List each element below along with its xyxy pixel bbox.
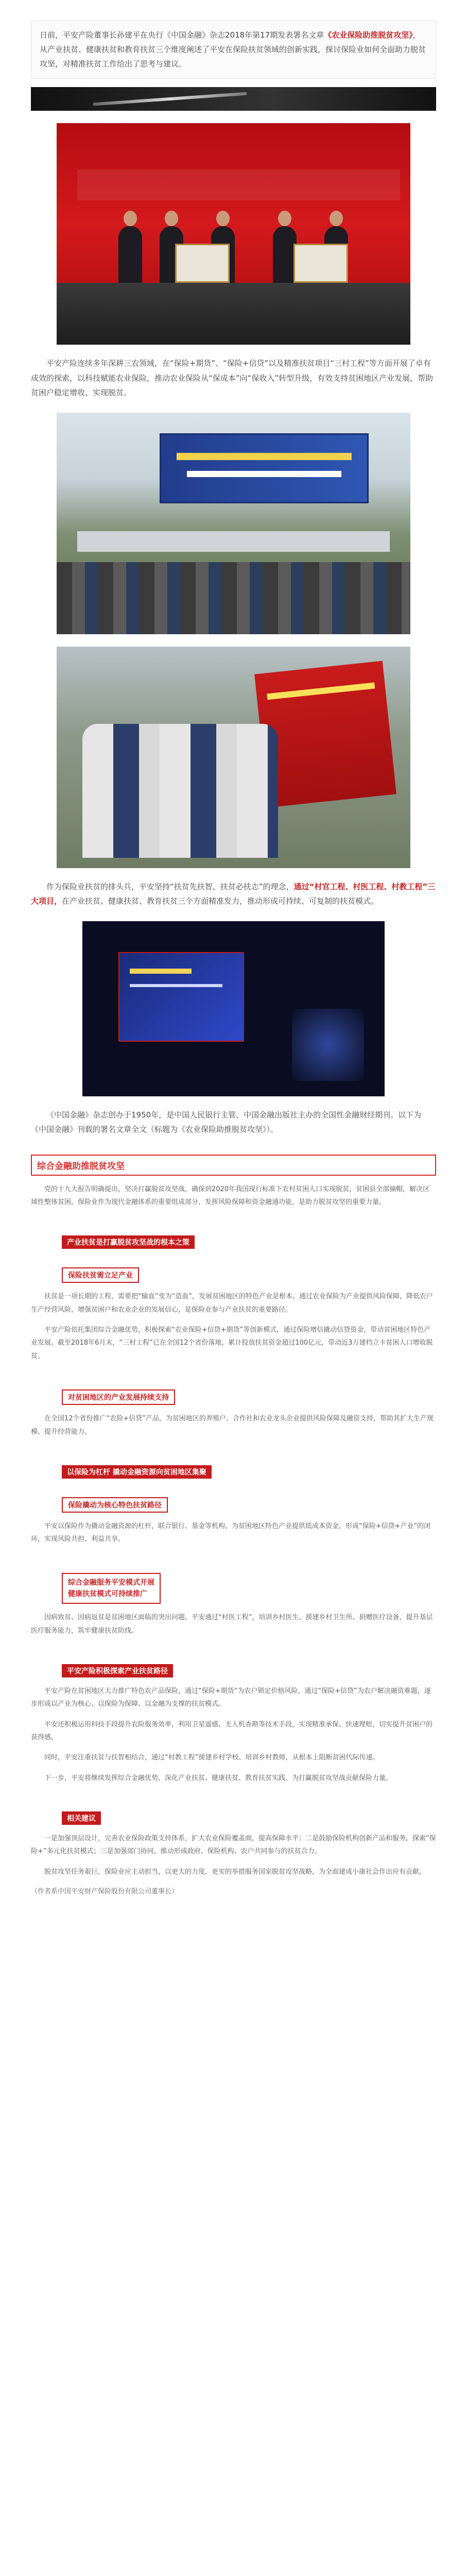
author-note: （作者系中国平安财产保险股份有限公司董事长） xyxy=(31,1888,179,1896)
paragraph: 扶贫是一项长期的工程，需要把“输血”变为“造血”，发展贫困地区的特色产业是根本。通过农业保险为产业提供风险保障，降低农户生产经营风险，增强贫困户和农业企业的发展信心，是保险业参与产业扶贫的重要路径。 xyxy=(31,1293,433,1314)
paragraph: 党的十九大报告明确提出，坚决打赢脱贫攻坚战，确保到2020年我国现行标准下农村贫困人口实现脱贫，贫困县全部摘帽，解决区域性整体贫困。保险业作为现代金融体系的重要组成部分，发挥风险保障和资金融通功能，是助力脱贫攻坚的重要力量。 xyxy=(31,1185,430,1207)
paragraph: 平安产险连续多年深耕三农领域，在“保险+期货”、“保险+信贷”以及精准扶贫项目“三村工程”等方面开展了卓有成效的探索，以科技赋能农业保险，推动农业保险从“保成本”向“保收入”转型升级，有效支持贫困地区产业发展，帮助贫困户稳定增收、实现脱贫。 xyxy=(31,359,434,398)
subheading-chip: 保险扶贫需立足产业 xyxy=(62,1267,139,1283)
screen-photo xyxy=(82,921,385,1096)
plaque xyxy=(293,244,348,283)
plaque xyxy=(175,244,230,283)
section-title: 综合金融助推脱贫攻坚 xyxy=(31,1155,436,1176)
pen-divider-image xyxy=(31,87,436,111)
subheading-chip: 保险撬动为核心特色扶贫路径 xyxy=(62,1497,168,1513)
paragraph: 脱贫攻坚任务艰巨，保险业应主动担当，以更大的力度、更实的举措服务国家脱贫攻坚战略，为全面建成小康社会作出应有贡献。 xyxy=(44,1868,426,1876)
subheading-chip: 产业扶贫是打赢脱贫攻坚战的根本之策 xyxy=(62,1235,195,1249)
paragraph: 一是加强顶层设计，完善农业保险政策支持体系，扩大农业保险覆盖面，提高保障水平；二是鼓励保险机构创新产品和服务，探索“保险+”多元化扶贫模式；三是加强部门协同，推动形成政府、保险机构、农户共同参与的扶贫合力。 xyxy=(31,1835,436,1856)
pen-icon xyxy=(93,92,247,106)
paragraph: 《中国金融》杂志创办于1950年，是中国人民银行主管、中国金融出版社主办的全国性金融财经期刊。以下为《中国金融》刊载的署名文章全文（标题为《农业保险助推脱贫攻坚》）。 xyxy=(31,1110,422,1134)
paragraph: 同时，平安注重扶贫与扶智相结合，通过“村教工程”援建乡村学校、培训乡村教师，从根本上阻断贫困代际传递。 xyxy=(44,1754,379,1762)
billboard xyxy=(160,433,369,503)
intro-lead: 日前，平安产险董事长孙建平在央行《中国金融》杂志2018年第17期发表署名文章 xyxy=(40,30,324,40)
paragraph: 下一步，平安将继续发挥综合金融优势，深化产业扶贫、健康扶贫、教育扶贫实践，为打赢脱贫攻坚战贡献保险力量。 xyxy=(44,1774,393,1782)
stage-banner xyxy=(77,170,400,200)
table xyxy=(77,531,390,552)
presentation-screen xyxy=(118,952,244,1042)
signboard-photo xyxy=(57,647,410,868)
intro-tail: ，从产业扶贫、健康扶贫和教育扶贫三个维度阐述了平安在保险扶贫领域的创新实践，探讨保险业如何全面助力脱贫攻坚，对精准扶贫工作给出了思考与建议。 xyxy=(40,30,426,69)
subheading-chip: 对贫困地区的产业发展持续支持 xyxy=(62,1389,175,1405)
paragraph: 作为保险业扶贫的排头兵，平安坚持“扶贫先扶智、扶贫必扶志”的理念，通过“村官工程、村医工程、村教工程”三大项目，在产业扶贫、健康扶贫、教育扶贫三个方面精准发力，推动形成可持续、可复制的扶贫模式。 xyxy=(31,882,436,906)
intro-box xyxy=(31,21,436,79)
intro-highlight: 《农业保险助推脱贫攻坚》 xyxy=(324,30,413,40)
paragraph: 平安产险依托集团综合金融优势，积极探索“农业保险+信贷+期货”等创新模式，通过保险增信撬动信贷资金，带动贫困地区特色产业发展。截至2018年6月末，“三村工程”已在全国12个省份落地，累计投放扶贫资金超过100亿元，带动近3万建档立卡贫困人口增收脱贫。 xyxy=(31,1326,433,1360)
outdoor-event-photo xyxy=(57,413,410,634)
subheading-chip: 以保险为杠杆 撬动金融资源向贫困地区集聚 xyxy=(62,1465,212,1479)
subheading-chip: 相关建议 xyxy=(62,1811,101,1825)
paragraph: 平安以保险作为撬动金融资源的杠杆，联合银行、基金等机构，为贫困地区特色产业提供低成本资金，形成“保险+信贷+产业”的闭环，实现风险共担、利益共享。 xyxy=(31,1522,431,1544)
stage-floor xyxy=(57,283,410,345)
paragraph: 平安产险在贫困地区大力推广特色农产品保险，通过“保险+期货”为农户锁定价格风险，通过“保险+信贷”为农户解决融资难题，逐步形成以产业为核心、以保险为保障、以金融为支撑的扶贫模式。 xyxy=(31,1687,431,1708)
subheading-chip: 平安产险积极探索产业扶贫路径 xyxy=(62,1664,173,1677)
paragraph: 在全国12个省份推广“农险+信贷”产品，为贫困地区的养殖户、合作社和农业龙头企业提供风险保障及融资支持，帮助其扩大生产规模、提升经营能力。 xyxy=(31,1415,434,1436)
paragraph: 平安还积极运用科技手段提升农险服务效率，利用卫星遥感、无人机查勘等技术手段，实现精准承保、快速理赔，切实提升贫困户的获得感。 xyxy=(31,1720,433,1742)
group-of-people xyxy=(82,724,278,858)
article-page xyxy=(0,21,467,1899)
paragraph: 因病致贫、因病返贫是贫困地区面临的突出问题。平安通过“村医工程”，培训乡村医生、援建乡村卫生所、捐赠医疗设备，提升基层医疗服务能力，筑牢健康扶贫防线。 xyxy=(31,1614,433,1635)
subheading-box: 综合金融服务平安模式开展 健康扶贫模式可持续推广 xyxy=(62,1573,161,1604)
crowd xyxy=(57,562,410,634)
ceremony-photo xyxy=(57,123,410,345)
